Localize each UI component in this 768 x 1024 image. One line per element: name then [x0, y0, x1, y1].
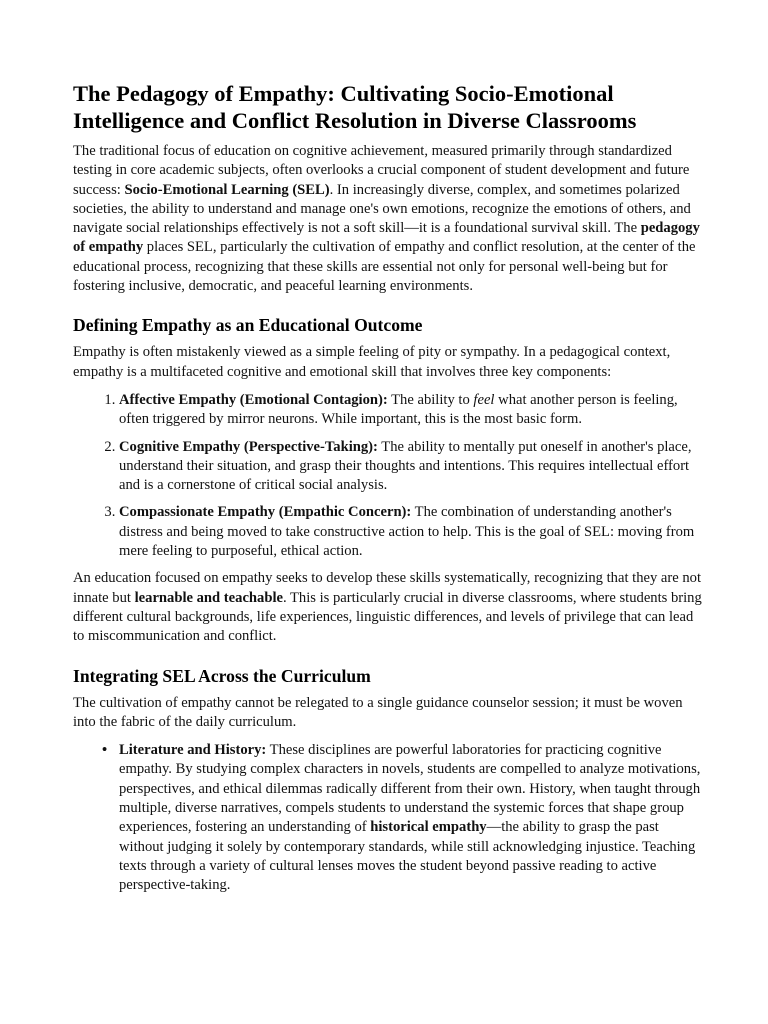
document-title: The Pedagogy of Empathy: Cultivating Socio-Emotional Intelligence and Conflict Resolution in Diverse Classrooms: [73, 81, 637, 133]
item-text-pre: The ability to: [387, 391, 474, 408]
item-text-1: These disciplines are powerful laboratories for practicing cognitive empathy. By studying complex characters in novels, students are compelled to analyze motivations, perspectives, and ethical dilemmas radically different from their own. History, when taught through multiple, diverse narratives, compels students to understand the systemic forces that shape group experiences, fostering an understanding of: [119, 742, 701, 836]
item-text: The ability to mentally put oneself in another's place, understand their situation, and grasp their thoughts and intentions. This requires intellectual effort and is a cornerstone of critical social analysis.: [119, 438, 692, 494]
item-label: Cognitive Empathy (Perspective-Taking):: [119, 438, 378, 455]
item-text: The combination of understanding another's distress and being moved to take constructive action to help. This is the goal of SEL: moving from mere feeling to purposeful, ethical action.: [119, 504, 695, 560]
list-item-affective-empathy: [119, 391, 704, 430]
empathy-components-list: [73, 391, 704, 561]
item-label: Compassionate Empathy (Empathic Concern):: [119, 504, 412, 521]
closing-bold-learnable: learnable and teachable: [134, 589, 283, 606]
intro-text-2: . In increasingly diverse, complex, and sometimes polarized societies, the ability to understand and manage one's own emotions, recognize the emotions of others, and navigate social relationships effectively is not a soft skill—it is a foundational survival skill. The: [73, 181, 691, 237]
item-label: Literature and History:: [119, 742, 267, 759]
closing-text-1: An education focused on empathy seeks to develop these skills systematically, recognizing that they are not innate but: [73, 570, 702, 606]
item-label: Affective Empathy (Emotional Contagion):: [119, 391, 388, 408]
intro-paragraph: [73, 142, 704, 296]
curriculum-bullet-list: [73, 741, 704, 895]
section1-lead-paragraph: Empathy is often mistakenly viewed as a simple feeling of pity or sympathy. In a pedagogical context, empathy is a multifaceted cognitive and emotional skill that involves three key components:: [73, 344, 671, 380]
list-item-cognitive-empathy: [119, 438, 704, 496]
list-item-compassionate-empathy: [119, 503, 704, 561]
closing-text-2: . This is particularly crucial in diverse classrooms, where students bring different cultural backgrounds, life experiences, linguistic differences, and levels of privilege that can lead to miscommunication and conflict.: [73, 589, 702, 645]
section2-lead-paragraph: The cultivation of empathy cannot be relegated to a single guidance counselor session; it must be woven into the fabric of the daily curriculum.: [73, 694, 683, 730]
intro-text-3: places SEL, particularly the cultivation of empathy and conflict resolution, at the center of the educational process, recognizing that these skills are essential not only for personal well-being but for fostering inclusive, democratic, and peaceful learning environments.: [73, 239, 696, 295]
section-heading-integrating-sel: Integrating SEL Across the Curriculum: [73, 665, 371, 686]
intro-bold-pedagogy: pedagogy of empathy: [73, 220, 700, 256]
item-text-emphasis: feel: [473, 391, 495, 408]
list-item-literature-history: [119, 741, 704, 895]
intro-text-1: The traditional focus of education on cognitive achievement, measured primarily through standardized testing in core academic subjects, often overlooks a crucial component of student development and future success:: [73, 143, 690, 198]
item-bold-historical-empathy: historical empathy: [370, 819, 487, 836]
item-text-post: what another person is feeling, often triggered by mirror neurons. While important, this is the most basic form.: [119, 391, 678, 428]
item-text-2: —the ability to grasp the past without judging it solely by contemporary standards, while still acknowledging injustice. Teaching texts through a variety of cultural lenses moves the student beyond passive reading to active perspective-taking.: [119, 819, 696, 894]
intro-bold-sel: Socio-Emotional Learning (SEL): [124, 181, 330, 198]
section-heading-defining-empathy: Defining Empathy as an Educational Outcome: [73, 315, 423, 336]
section1-closing-paragraph: [73, 569, 704, 646]
